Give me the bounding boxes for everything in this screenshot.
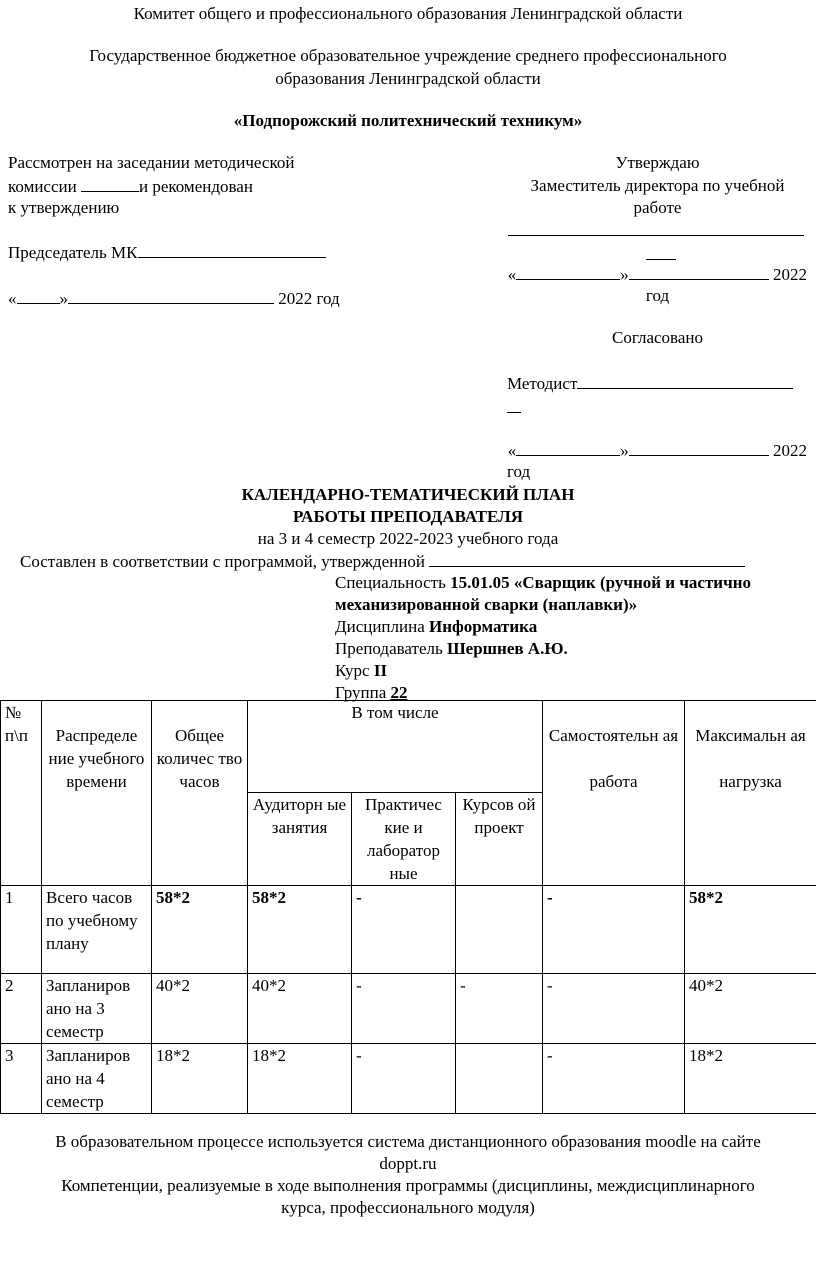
methodist-line bbox=[507, 371, 793, 395]
cell-practical: - bbox=[352, 1044, 456, 1114]
discipline-label: Дисциплина bbox=[335, 617, 430, 636]
left-review-line-2 bbox=[8, 174, 253, 198]
program-line bbox=[20, 549, 745, 573]
left-date-close: » bbox=[59, 289, 68, 308]
cell-max: 18*2 bbox=[685, 1044, 816, 1114]
cell-num: 2 bbox=[1, 974, 42, 1044]
cell-practical: - bbox=[352, 886, 456, 974]
header-distribution: Распределе ние учебного времени bbox=[42, 701, 152, 886]
cell-name: Запланиров ано на 3 семестр bbox=[42, 974, 152, 1044]
right-date-open: « bbox=[507, 265, 517, 284]
teacher-value: Шершнев А.Ю. bbox=[447, 639, 568, 658]
header-independent-b: работа bbox=[589, 772, 638, 791]
teacher-line bbox=[335, 637, 568, 660]
methodist-label: Методист bbox=[507, 374, 578, 393]
cell-total: 18*2 bbox=[152, 1044, 248, 1114]
left-day-blank bbox=[17, 286, 60, 304]
cell-coursework: - bbox=[456, 974, 543, 1044]
cell-coursework bbox=[456, 1044, 543, 1114]
left-month-blank bbox=[68, 286, 274, 304]
group-value: 22 bbox=[390, 683, 408, 702]
approve-label: Утверждаю bbox=[615, 153, 700, 172]
table-row bbox=[1, 1044, 816, 1114]
specialty-value: 15.01.05 «Сварщик (ручной и частично bbox=[450, 573, 751, 592]
committee-heading: Комитет общего и профессионального образования Ленинградской области bbox=[133, 4, 683, 23]
right-date-line bbox=[507, 262, 807, 286]
header-independent-a: Самостоятельн ая bbox=[548, 726, 679, 745]
cell-coursework bbox=[456, 886, 543, 974]
right-year-word: год bbox=[645, 286, 670, 305]
left-review-line-3: к утверждению bbox=[8, 198, 120, 217]
cell-total: 58*2 bbox=[152, 886, 248, 974]
discipline-value: Информатика bbox=[429, 617, 538, 636]
cell-auditory: 18*2 bbox=[248, 1044, 352, 1114]
cell-max: 58*2 bbox=[685, 886, 816, 974]
chair-line bbox=[8, 240, 326, 264]
specialty-line-1 bbox=[335, 571, 751, 594]
discipline-line bbox=[335, 615, 537, 638]
plan-title-line-2: РАБОТЫ ПРЕПОДАВАТЕЛЯ bbox=[292, 507, 524, 526]
course-line bbox=[335, 659, 387, 682]
methodist-blank-tail bbox=[507, 412, 521, 413]
signature-line bbox=[508, 235, 804, 236]
left-review-line-1: Рассмотрен на заседании методической bbox=[8, 153, 295, 172]
cell-name: Запланиров ано на 4 семестр bbox=[42, 1044, 152, 1114]
left-review-recommended: и рекомендован bbox=[138, 177, 253, 196]
cell-num: 1 bbox=[1, 886, 42, 974]
methodist-date-open: « bbox=[507, 441, 517, 460]
header-independent-work bbox=[543, 701, 685, 886]
right-date-close: » bbox=[620, 265, 629, 284]
methodist-date-line bbox=[507, 438, 807, 462]
competencies-line-2: курса, профессионального модуля) bbox=[281, 1198, 535, 1217]
header-max-b: нагрузка bbox=[719, 772, 782, 791]
college-name: «Подпорожский политехнический техникум» bbox=[233, 111, 583, 130]
commission-blank bbox=[81, 174, 139, 192]
cell-independent: - bbox=[543, 974, 685, 1044]
right-day-blank bbox=[516, 262, 620, 280]
agreed-label: Согласовано bbox=[612, 328, 703, 347]
distance-learning-line-1: В образовательном процессе используется система дистанционного образования moodle на сайте bbox=[55, 1132, 761, 1151]
deputy-director-line-1: Заместитель директора по учебной bbox=[530, 176, 785, 195]
header-total-hours: Общее количес тво часов bbox=[152, 701, 248, 886]
cell-auditory: 40*2 bbox=[248, 974, 352, 1044]
specialty-line-2: механизированной сварки (наплавки)» bbox=[335, 595, 638, 614]
institution-line-1: Государственное бюджетное образовательное учреждение среднего профессионального bbox=[89, 46, 727, 65]
methodist-date-year: 2022 bbox=[768, 441, 807, 460]
institution-line-2: образования Ленинградской области bbox=[275, 69, 541, 88]
header-coursework: Курсов ой проект bbox=[456, 793, 543, 886]
header-num: № п\п bbox=[1, 701, 42, 886]
left-date-year: 2022 год bbox=[274, 289, 340, 308]
left-review-commission: комиссии bbox=[8, 177, 81, 196]
program-label: Составлен в соответствии с программой, утвержденной bbox=[20, 552, 430, 571]
table-header-row-1 bbox=[1, 701, 816, 793]
right-month-blank bbox=[629, 262, 769, 280]
table-row bbox=[1, 886, 816, 974]
teacher-label: Преподаватель bbox=[335, 639, 447, 658]
hours-table bbox=[0, 700, 816, 1114]
header-max-a: Максимальн ая bbox=[695, 726, 806, 745]
plan-title-line-1: КАЛЕНДАРНО-ТЕМАТИЧЕСКИЙ ПЛАН bbox=[241, 485, 575, 504]
header-including: В том числе bbox=[248, 701, 543, 793]
group-label: Группа bbox=[335, 683, 391, 702]
cell-max: 40*2 bbox=[685, 974, 816, 1044]
cell-num: 3 bbox=[1, 1044, 42, 1114]
specialty-label: Специальность bbox=[335, 573, 451, 592]
header-auditory: Аудиторн ые занятия bbox=[248, 793, 352, 886]
methodist-day-blank bbox=[516, 438, 620, 456]
methodist-year-word: год bbox=[507, 462, 531, 481]
header-practical: Практичес кие и лаборатор ные bbox=[352, 793, 456, 886]
cell-auditory: 58*2 bbox=[248, 886, 352, 974]
distance-learning-line-2: doppt.ru bbox=[379, 1154, 437, 1173]
table-row bbox=[1, 974, 816, 1044]
course-value: II bbox=[373, 661, 388, 680]
cell-independent: - bbox=[543, 1044, 685, 1114]
right-date-year: 2022 bbox=[768, 265, 807, 284]
cell-name: Всего часов по учебному плану bbox=[42, 886, 152, 974]
methodist-blank bbox=[577, 371, 793, 389]
chair-blank bbox=[138, 240, 326, 258]
program-blank bbox=[429, 549, 745, 567]
cell-practical: - bbox=[352, 974, 456, 1044]
methodist-date-close: » bbox=[620, 441, 629, 460]
chair-label: Председатель МК bbox=[8, 243, 138, 262]
competencies-line-1: Компетенции, реализуемые в ходе выполнения программы (дисциплины, междисциплинарного bbox=[61, 1176, 755, 1195]
deputy-director-line-2: работе bbox=[633, 198, 682, 217]
signature-line-tail bbox=[646, 259, 676, 260]
left-date-open: « bbox=[8, 289, 17, 308]
course-label: Курс bbox=[335, 661, 374, 680]
cell-independent: - bbox=[543, 886, 685, 974]
methodist-month-blank bbox=[629, 438, 769, 456]
header-max-load bbox=[685, 701, 816, 886]
cell-total: 40*2 bbox=[152, 974, 248, 1044]
left-date-line bbox=[8, 286, 340, 310]
plan-semester: на 3 и 4 семестр 2022-2023 учебного года bbox=[257, 529, 559, 548]
